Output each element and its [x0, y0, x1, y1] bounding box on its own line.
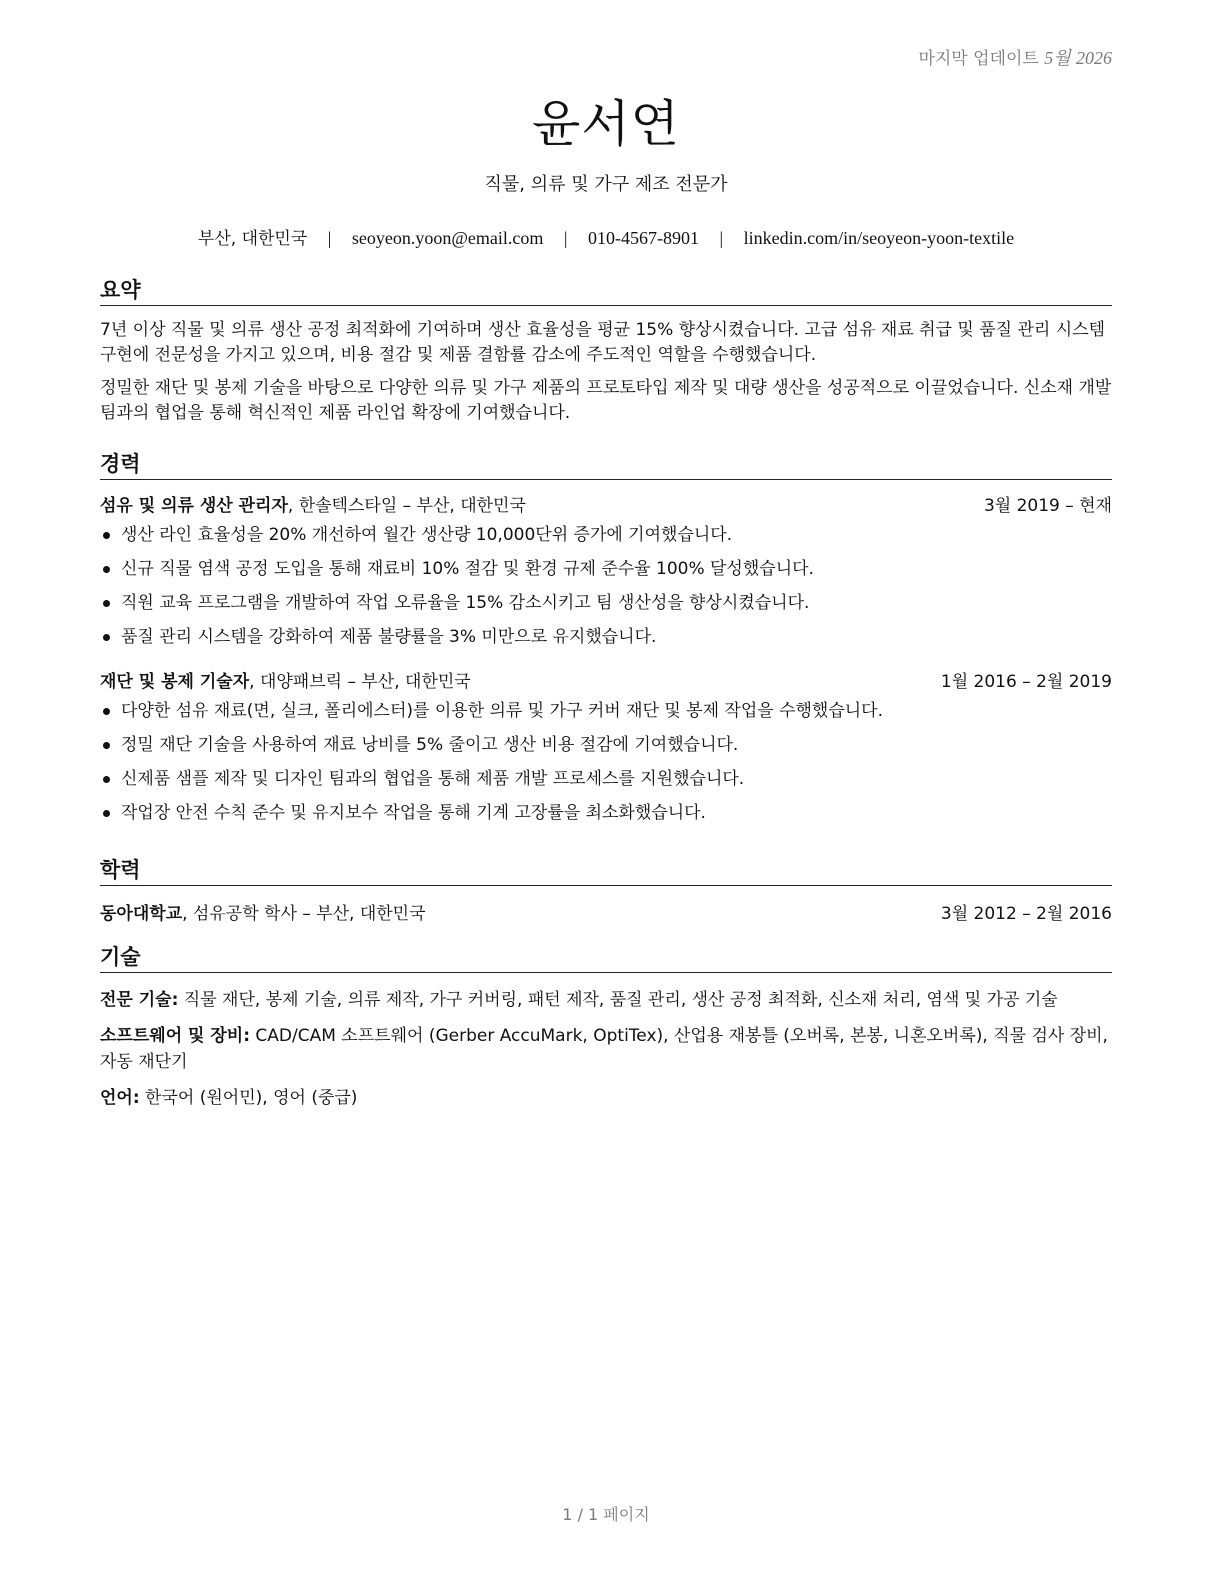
contact-separator: |	[327, 228, 332, 248]
skill-line-expertise	[100, 987, 1112, 1013]
skill-text: CAD/CAM 소프트웨어 (Gerber AccuMark, OptiTex), 산업용 재봉틀 (오버록, 본봉, 니혼오버록), 직물 검사 장비, 자동 재단기	[100, 1026, 1108, 1072]
job-role: 섬유 및 의류 생산 관리자	[100, 496, 288, 516]
job-bullet: 다양한 섬유 재료(면, 실크, 폴리에스터)를 이용한 의류 및 가구 커버 재단 및 봉제 작업을 수행했습니다.	[100, 694, 1112, 728]
skill-label: 언어:	[100, 1088, 140, 1108]
contact-email[interactable]: seoyeon.yoon@email.com	[351, 228, 544, 248]
job-bullet: 신제품 샘플 제작 및 디자인 팀과의 협업을 통해 제품 개발 프로세스를 지원했습니다.	[100, 762, 1112, 796]
job-bullet: 품질 관리 시스템을 강화하여 제품 불량률을 3% 미만으로 유지했습니다.	[100, 620, 1112, 654]
job-company: , 한솔텍스타일 – 부산, 대한민국	[287, 496, 526, 516]
job-entry	[100, 670, 1112, 830]
education-section	[100, 858, 1112, 926]
summary-section	[100, 278, 1112, 426]
skill-label: 소프트웨어 및 장비:	[100, 1026, 251, 1046]
job-company: , 대양패브릭 – 부산, 대한민국	[249, 672, 471, 692]
contact-location: 부산, 대한민국	[197, 229, 308, 249]
skill-text: 직물 재단, 봉제 기술, 의류 제작, 가구 커버링, 패턴 제작, 품질 관리, 생산 공정 최적화, 신소재 처리, 염색 및 가공 기술	[178, 990, 1058, 1010]
education-entry	[100, 902, 1112, 926]
job-entry	[100, 494, 1112, 654]
job-header	[100, 494, 1112, 518]
resume-page	[100, 0, 1112, 1584]
school-name: 동아대학교	[100, 904, 183, 924]
degree-detail: , 섬유공학 학사 – 부산, 대한민국	[182, 904, 426, 924]
job-subtitle: 직물, 의류 및 가구 제조 전문가	[484, 174, 728, 195]
last-updated-month: 5월	[1044, 48, 1071, 68]
education-dates: 3월 2012 – 2월 2016	[940, 904, 1112, 924]
skill-line-software	[100, 1023, 1112, 1075]
section-title-skills: 기술	[100, 945, 1112, 973]
last-updated-prefix: 마지막 업데이트	[918, 49, 1039, 69]
job-bullet: 직원 교육 프로그램을 개발하여 작업 오류율을 15% 감소시키고 팀 생산성을 향상시켰습니다.	[100, 586, 1112, 620]
job-bullet: 신규 직물 염색 공정 도입을 통해 재료비 10% 절감 및 환경 규제 준수율 100% 달성했습니다.	[100, 552, 1112, 586]
job-bullet: 정밀 재단 기술을 사용하여 재료 낭비를 5% 줄이고 생산 비용 절감에 기여했습니다.	[100, 728, 1112, 762]
skill-text: 한국어 (원어민), 영어 (중급)	[139, 1088, 358, 1108]
skill-label: 전문 기술:	[100, 990, 179, 1010]
job-bullets	[100, 518, 1112, 654]
experience-section	[100, 452, 1112, 830]
job-bullet: 생산 라인 효율성을 20% 개선하여 월간 생산량 10,000단위 증가에 기여했습니다.	[100, 518, 1112, 552]
contact-separator: |	[719, 228, 724, 248]
section-title-experience: 경력	[100, 452, 1112, 480]
section-title-education: 학력	[100, 858, 1112, 886]
job-header	[100, 670, 1112, 694]
last-updated-year: 2026	[1076, 48, 1112, 68]
summary-paragraph: 7년 이상 직물 및 의류 생산 공정 최적화에 기여하며 생산 효율성을 평균 15% 향상시켰습니다. 고급 섬유 재료 취급 및 품질 관리 시스템 구현에 전문성을 가지고 있으며, 비용 절감 및 제품 결함률 감소에 주도적인 역할을 수행했습니다.	[100, 320, 1106, 365]
contact-line	[100, 224, 1112, 249]
job-dates: 1월 2016 – 2월 2019	[940, 672, 1112, 692]
job-dates: 3월 2019 – 현재	[983, 496, 1112, 516]
section-title-summary: 요약	[100, 278, 1112, 306]
contact-separator: |	[563, 228, 568, 248]
contact-linkedin[interactable]: linkedin.com/in/seoyeon-yoon-textile	[743, 228, 1015, 248]
summary-paragraph: 정밀한 재단 및 봉제 기술을 바탕으로 다양한 의류 및 가구 제품의 프로토타입 제작 및 대량 생산을 성공적으로 이끌었습니다. 신소재 개발팀과의 협업을 통해 혁신적인 제품 라인업 확장에 기여했습니다.	[100, 378, 1112, 423]
contact-phone: 010-4567-8901	[588, 228, 700, 248]
skills-section	[100, 945, 1112, 1111]
skill-line-languages	[100, 1085, 1112, 1111]
person-name: 윤서연	[532, 95, 680, 153]
last-updated	[918, 44, 1112, 70]
page-indicator: 1 / 1 페이지	[562, 1505, 650, 1524]
job-bullets	[100, 694, 1112, 830]
job-role: 재단 및 봉제 기술자	[100, 672, 250, 692]
job-bullet: 작업장 안전 수칙 준수 및 유지보수 작업을 통해 기계 고장률을 최소화했습니다.	[100, 796, 1112, 830]
